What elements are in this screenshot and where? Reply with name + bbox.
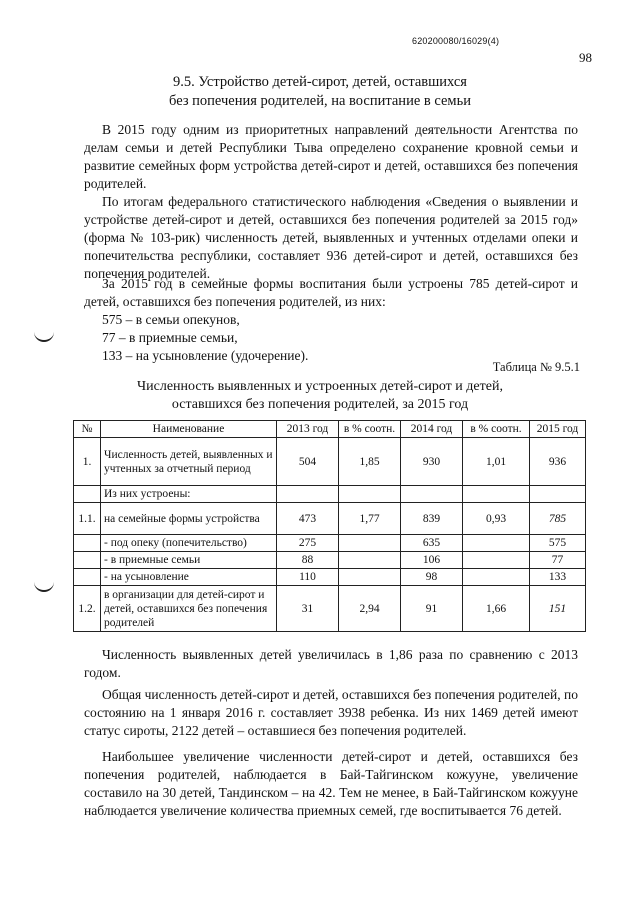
cell-percent-1 [339,569,401,586]
cell-name: на семейные формы устройства [101,503,277,535]
cell-name: Из них устроены: [101,486,277,503]
list-item-foster: 77 – в приемные семьи, [102,330,238,345]
cell-2015: 133 [530,569,586,586]
cell-name: - в приемные семьи [101,552,277,569]
margin-mark [34,330,54,342]
list-item-guardians: 575 – в семьи опекунов, [102,312,240,327]
table-row [74,535,586,552]
cell-percent-1 [339,486,401,503]
cell-percent-1: 1,85 [339,438,401,486]
list-item-adoption: 133 – на усыновление (удочерение). [102,348,309,363]
cell-2015: 575 [530,535,586,552]
statistics-table [73,420,586,632]
cell-2014 [401,486,463,503]
cell-name: в организации для детей-сирот и детей, оставшихся без попечения родителей [101,586,277,632]
cell-no: 1. [74,438,101,486]
cell-2013: 88 [277,552,339,569]
cell-percent-2: 0,93 [463,503,530,535]
table-row [74,569,586,586]
cell-2014: 98 [401,569,463,586]
cell-2015: 77 [530,552,586,569]
cell-percent-2 [463,486,530,503]
cell-2014: 635 [401,535,463,552]
cell-no [74,535,101,552]
cell-percent-2 [463,552,530,569]
table-row [74,486,586,503]
paragraph-2: По итогам федерального статистического наблюдения «Сведения о выявлении и устройстве детей-сирот и детей, оставшихся без попечения родителей за 2015 год» (форма № 103-рик) численность детей, выявленных и учтенных отделами опеки и попечительства республики, составляет 936 детей-сирот и детей, оставшихся без попечения родителей. [84,194,578,281]
table-row [74,438,586,486]
table-row [74,586,586,632]
cell-2015 [530,486,586,503]
paragraph-1: В 2015 году одним из приоритетных направлений деятельности Агентства по делам семьи и детей Республики Тыва определено сохранение кровной семьи и развитие семейных форм устройства детей-сирот и детей, оставшихся без попечения родителей. [84,122,578,191]
cell-percent-1 [339,552,401,569]
header-no: № [74,421,101,438]
cell-percent-1: 1,77 [339,503,401,535]
cell-2013 [277,486,339,503]
header-2014: 2014 год [401,421,463,438]
table-title [0,378,640,414]
cell-2013: 504 [277,438,339,486]
table-title-line-1: Численность выявленных и устроенных детей-сирот и детей, [137,379,503,394]
header-percent-2: в % соотн. [463,421,530,438]
cell-percent-1: 2,94 [339,586,401,632]
cell-percent-1 [339,535,401,552]
page-number: 98 [579,50,592,65]
section-title-line-1: 9.5. Устройство детей-сирот, детей, оставшихся [173,74,467,90]
header-2015: 2015 год [530,421,586,438]
cell-2013: 110 [277,569,339,586]
cell-no [74,552,101,569]
table-caption: Таблица № 9.5.1 [492,360,580,374]
cell-2015: 151 [530,586,586,632]
table-row [74,503,586,535]
cell-percent-2: 1,01 [463,438,530,486]
cell-2013: 31 [277,586,339,632]
paragraph-6: Наибольшее увеличение численности детей-сирот и детей, оставшихся без попечения родителей, наблюдается в Бай-Тайгинском кожууне, увеличение составило на 30 детей, Тандинском – на 42. Тем не менее, в Бай-Тайгинском кожууне наблюдается увеличение количества приемных семей, где воспитывается 76 детей. [84,749,578,818]
margin-mark [34,580,54,592]
cell-2013: 473 [277,503,339,535]
section-title-line-2: без попечения родителей, на воспитание в семьи [169,93,471,109]
cell-name: Численность детей, выявленных и учтенных за отчетный период [101,438,277,486]
header-percent-1: в % соотн. [339,421,401,438]
cell-2015: 936 [530,438,586,486]
cell-2015: 785 [530,503,586,535]
cell-percent-2 [463,569,530,586]
paragraph-5: Общая численность детей-сирот и детей, оставшихся без попечения родителей, по состоянию на 1 января 2016 г. составляет 3938 ребенка. Из них 1469 детей имеют статус сироты, 2122 детей – оставшиеся без попечения родителей. [84,687,578,738]
cell-no [74,569,101,586]
cell-name: - под опеку (попечительство) [101,535,277,552]
table-header-row [74,421,586,438]
cell-2014: 106 [401,552,463,569]
cell-name: - на усыновление [101,569,277,586]
cell-2014: 91 [401,586,463,632]
cell-no [74,486,101,503]
document-id: 620200080/16029(4) [412,36,500,46]
cell-no: 1.2. [74,586,101,632]
header-name: Наименование [101,421,277,438]
section-title [0,73,640,111]
cell-2014: 930 [401,438,463,486]
cell-no: 1.1. [74,503,101,535]
paragraph-3: За 2015 год в семейные формы воспитания были устроены 785 детей-сирот и детей, оставшихся без попечения родителей, из них: [84,276,578,309]
cell-2014: 839 [401,503,463,535]
table-title-line-2: оставшихся без попечения родителей, за 2015 год [171,397,469,412]
header-2013: 2013 год [277,421,339,438]
cell-percent-2 [463,535,530,552]
paragraph-4: Численность выявленных детей увеличилась в 1,86 раза по сравнению с 2013 годом. [84,647,578,680]
cell-percent-2: 1,66 [463,586,530,632]
table-row [74,552,586,569]
cell-2013: 275 [277,535,339,552]
